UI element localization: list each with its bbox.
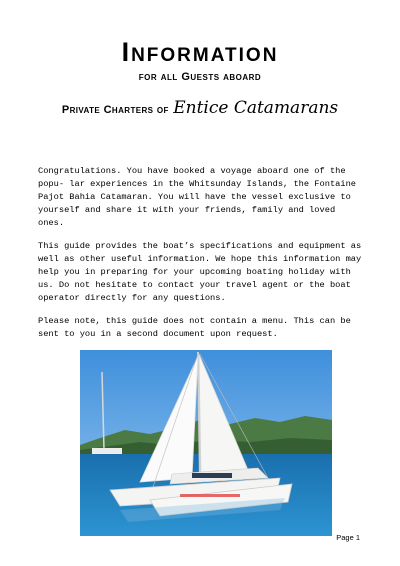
paragraph-congratulations: Congratulations. You have booked a voyage aboard one of the popu- lar experiences in the Whitsunday Islands, the Fontaine Pajot Bahia Catamaran. You will have the vessel exclusive to yourself and share it with your friends, family and loved ones. [38, 166, 357, 228]
paragraph-menu-note: Please note, this guide does not contain a menu. This can be sent to you in a second document upon request. [38, 316, 351, 339]
company-name: Entice Catamarans [173, 98, 339, 118]
page-number: Page 1 [336, 533, 360, 542]
page-title: Information [121, 37, 279, 67]
page-subtitle: for all Guests aboard [138, 71, 262, 83]
charters-prefix: Private Charters of [61, 104, 169, 116]
paragraph-guide: This guide provides the boat’s specifications and equipment as well as other useful information. We hope this information may help you in preparing for your upcoming boating holiday with us. Do not hesitate to contact your travel agent or the boat operator directly for any questions. [38, 241, 362, 303]
catamaran-photo [80, 350, 332, 536]
charters-line [0, 98, 400, 118]
catamaran-photo-image [80, 350, 332, 536]
body-text [38, 165, 366, 351]
